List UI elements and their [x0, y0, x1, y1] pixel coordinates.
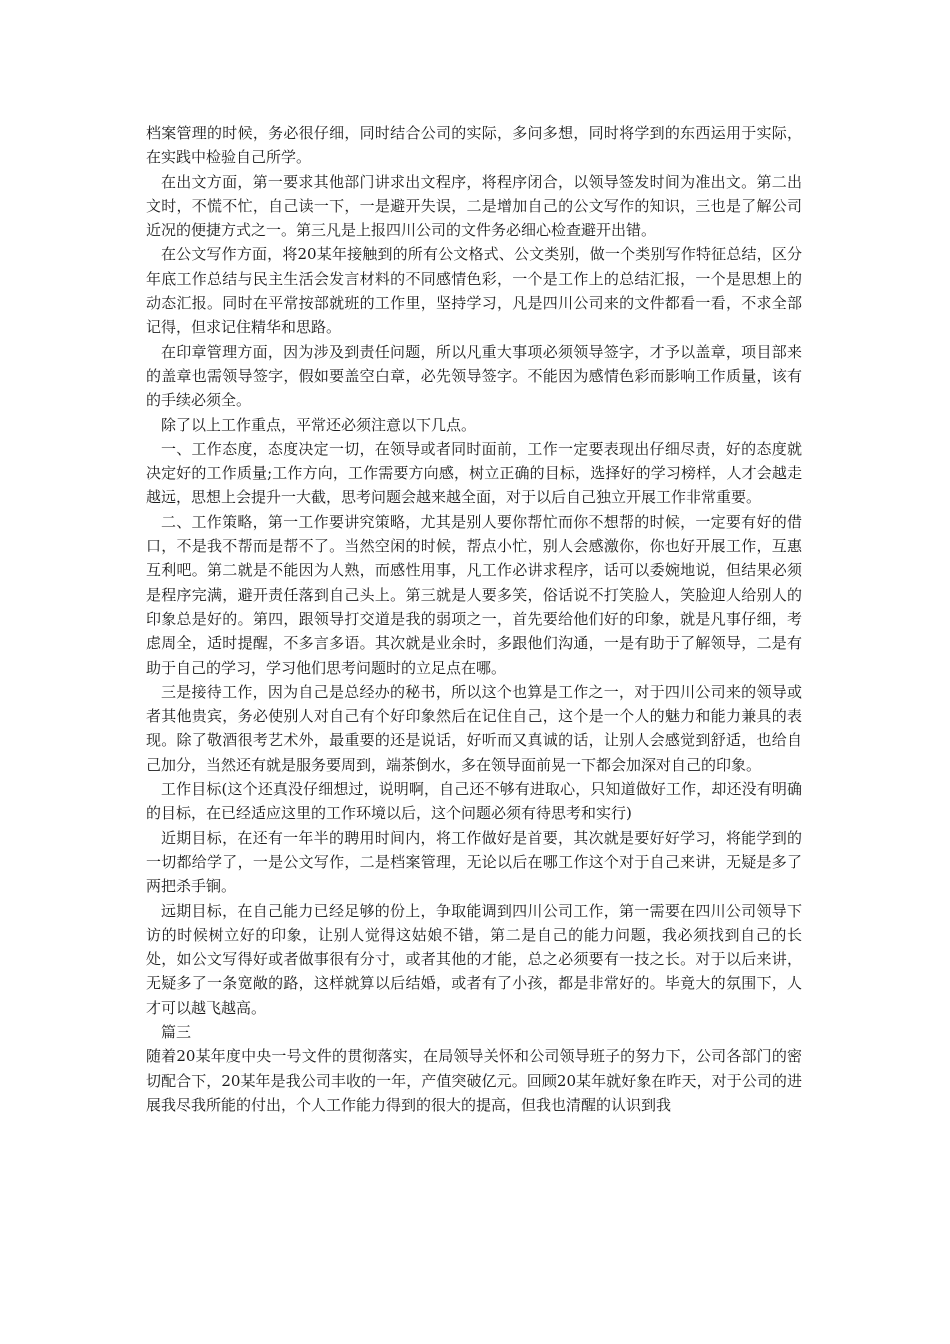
paragraph-3: 在公文写作方面，将20某年接触到的所有公文格式、公文类别，做一个类别写作特征总结，区分年底工作总结与民主生活会发言材料的不同感情色彩，一个是工作上的总结汇报，一个是思想上的动态汇报。同时在平常按部就班的工作里，坚持学习，凡是四川公司来的文件都看一看，不求全部记得，但求记住精华和思路。	[146, 245, 802, 337]
paragraph-1: 档案管理的时候，务必很仔细，同时结合公司的实际，多问多想，同时将学到的东西运用于实际，在实践中检验自己所学。	[146, 124, 802, 167]
document-page	[146, 121, 802, 1117]
paragraph-12: 随着20某年度中央一号文件的贯彻落实，在局领导关怀和公司领导班子的努力下，公司各部门的密切配合下，20某年是我公司丰收的一年，产值突破亿元。回顾20某年就好象在昨天，对于公司的进展我尽我所能的付出，个人工作能力得到的很大的提高，但我也清醒的认识到我	[146, 1047, 802, 1114]
paragraph-7: 二、工作策略，第一工作要讲究策略，尤其是别人要你帮忙而你不想帮的时候，一定要有好的借口，不是我不帮而是帮不了。当然空闲的时候，帮点小忙，别人会感激你，你也好开展工作，互惠互利吧。第二就是不能因为人熟，而感性用事，凡工作必讲求程序，话可以委婉地说，但结果必须是程序完满，避开责任落到自己头上。第三就是人要多笑，俗话说不打笑脸人，笑脸迎人给别人的印象总是好的。第四，跟领导打交道是我的弱项之一，首先要给他们好的印象，就是凡事仔细，考虑周全，适时提醒，不多言多语。其次就是业余时，多跟他们沟通，一是有助于了解领导，二是有助于自己的学习，学习他们思考问题时的立足点在哪。	[146, 512, 802, 677]
paragraph-9: 工作目标(这个还真没仔细想过，说明啊，自己还不够有进取心，只知道做好工作，却还没有明确的目标，在已经适应这里的工作环境以后，这个问题必须有待思考和实行)	[146, 780, 802, 823]
paragraph-11: 远期目标，在自己能力已经足够的份上，争取能调到四川公司工作，第一需要在四川公司领导下访的时候树立好的印象，让别人觉得这姑娘不错，第二是自己的能力问题，我必须找到自己的长处，如公文写得好或者做事很有分寸，或者其他的才能，总之必须要有一技之长。对于以后来讲，无疑多了一条宽敞的路，这样就算以后结婚，或者有了小孩，都是非常好的。毕竟大的氛围下，人才可以越飞越高。	[146, 901, 802, 1017]
paragraph-5: 除了以上工作重点，平常还必须注意以下几点。	[161, 415, 477, 434]
paragraph-4: 在印章管理方面，因为涉及到责任问题，所以凡重大事项必须领导签字，才予以盖章，项目部来的盖章也需领导签字，假如要盖空白章，必先领导签字。不能因为感情色彩而影响工作质量，该有的手续必须全。	[146, 342, 802, 410]
paragraph-6: 一、工作态度，态度决定一切，在领导或者同时面前，工作一定要表现出仔细尽责，好的态度就决定好的工作质量;工作方向，工作需要方向感，树立正确的目标，选择好的学习榜样，人才会越走越远，思想上会提升一大截，思考问题会越来越全面，对于以后自己独立开展工作非常重要。	[146, 439, 802, 507]
paragraph-2: 在出文方面，第一要求其他部门讲求出文程序，将程序闭合，以领导签发时间为准出文。第二出文时，不慌不忙，自己读一下，一是避开失误，二是增加自己的公文写作的知识，三也是了解公司近况的便捷方式之一。第三凡是上报四川公司的文件务必细心检查避开出错。	[146, 172, 802, 240]
paragraph-8: 三是接待工作，因为自己是总经办的秘书，所以这个也算是工作之一，对于四川公司来的领导或者其他贵宾，务必使别人对自己有个好印象然后在记住自己，这个是一个人的魅力和能力兼具的表现。除了敬酒很考艺术外，最重要的还是说话，好听而又真诚的话，让别人会感觉到舒适，也给自己加分，当然还有就是服务要周到，端茶倒水，多在领导面前晃一下都会加深对自己的印象。	[146, 682, 802, 774]
paragraph-10: 近期目标，在还有一年半的聘用时间内，将工作做好是首要，其次就是要好好学习，将能学到的一切都给学了，一是公文写作，二是档案管理，无论以后在哪工作这个对于自己来讲，无疑是多了两把杀手锏。	[146, 828, 802, 896]
section-heading: 篇三	[161, 1022, 192, 1041]
